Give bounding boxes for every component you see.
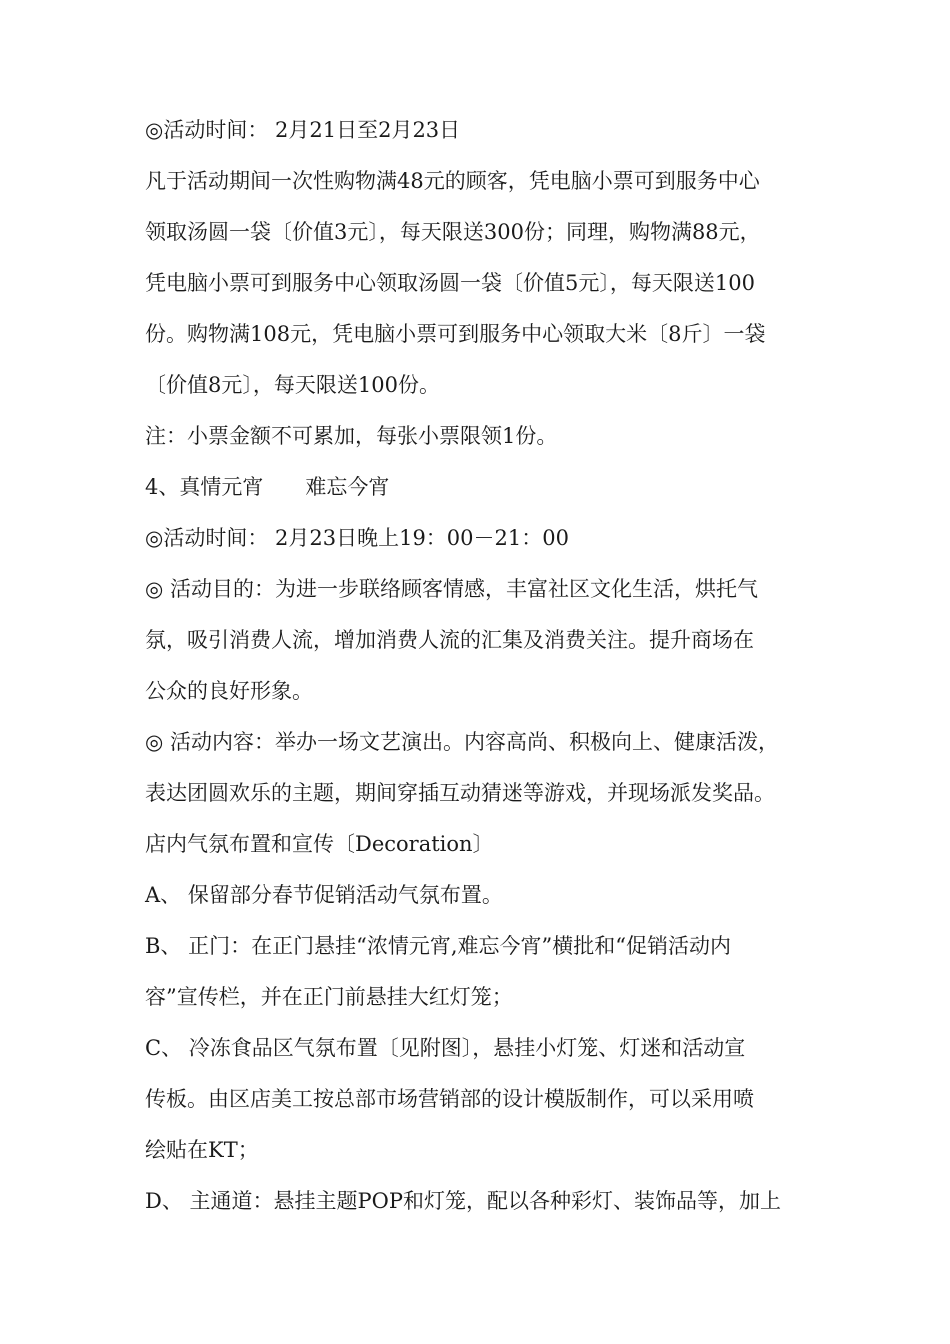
section-heading: 4、真情元宵 难忘今宵 [145,475,390,499]
text-line: 凡于活动期间一次性购物满48元的顾客，凭电脑小票可到服务中心 [145,169,760,193]
text-line: 氛，吸引消费人流，增加消费人流的汇集及消费关注。提升商场在 [145,628,754,652]
text-line: 〔价值8元〕，每天限送100份。 [145,373,440,397]
text-line: ◎ 活动目的：为进一步联络顾客情感，丰富社区文化生活，烘托气 [145,577,758,601]
text-line: 凭电脑小票可到服务中心领取汤圆一袋〔价值5元〕，每天限送100 [145,271,755,295]
text-line: 绘贴在KT； [145,1138,259,1162]
text-line: ◎活动时间： 2月23日晚上19：00－21：00 [145,526,569,550]
text-line: ◎活动时间： 2月21日至2月23日 [145,118,461,142]
text-line: 注：小票金额不可累加，每张小票限领1份。 [145,424,558,448]
text-line: 公众的良好形象。 [145,679,313,703]
text-line: ◎ 活动内容：举办一场文艺演出。内容高尚、积极向上、健康活泼， [145,730,779,754]
text-line: 传板。由区店美工按总部市场营销部的设计模版制作，可以采用喷 [145,1087,754,1111]
text-line: 表达团圆欢乐的主题，期间穿插互动猜迷等游戏，并现场派发奖品。 [145,781,775,805]
list-item: D、 主通道：悬挂主题POP和灯笼，配以各种彩灯、装饰品等，加上 [145,1189,781,1213]
section-heading: 店内气氛布置和宣传〔Decoration〕 [145,832,494,856]
text-line: 份。购物满108元，凭电脑小票可到服务中心领取大米〔8斤〕一袋 [145,322,766,346]
list-item: A、 保留部分春节促销活动气氛布置。 [145,883,503,907]
list-item: B、 正门：在正门悬挂“浓情元宵,难忘今宵”横批和“促销活动内 [145,934,731,958]
list-item: C、 冷冻食品区气氛布置〔见附图〕，悬挂小灯笼、灯迷和活动宣 [145,1036,746,1060]
text-line: 容”宣传栏，并在正门前悬挂大红灯笼； [145,985,513,1009]
text-line: 领取汤圆一袋〔价值3元〕，每天限送300份；同理，购物满88元， [145,220,761,244]
